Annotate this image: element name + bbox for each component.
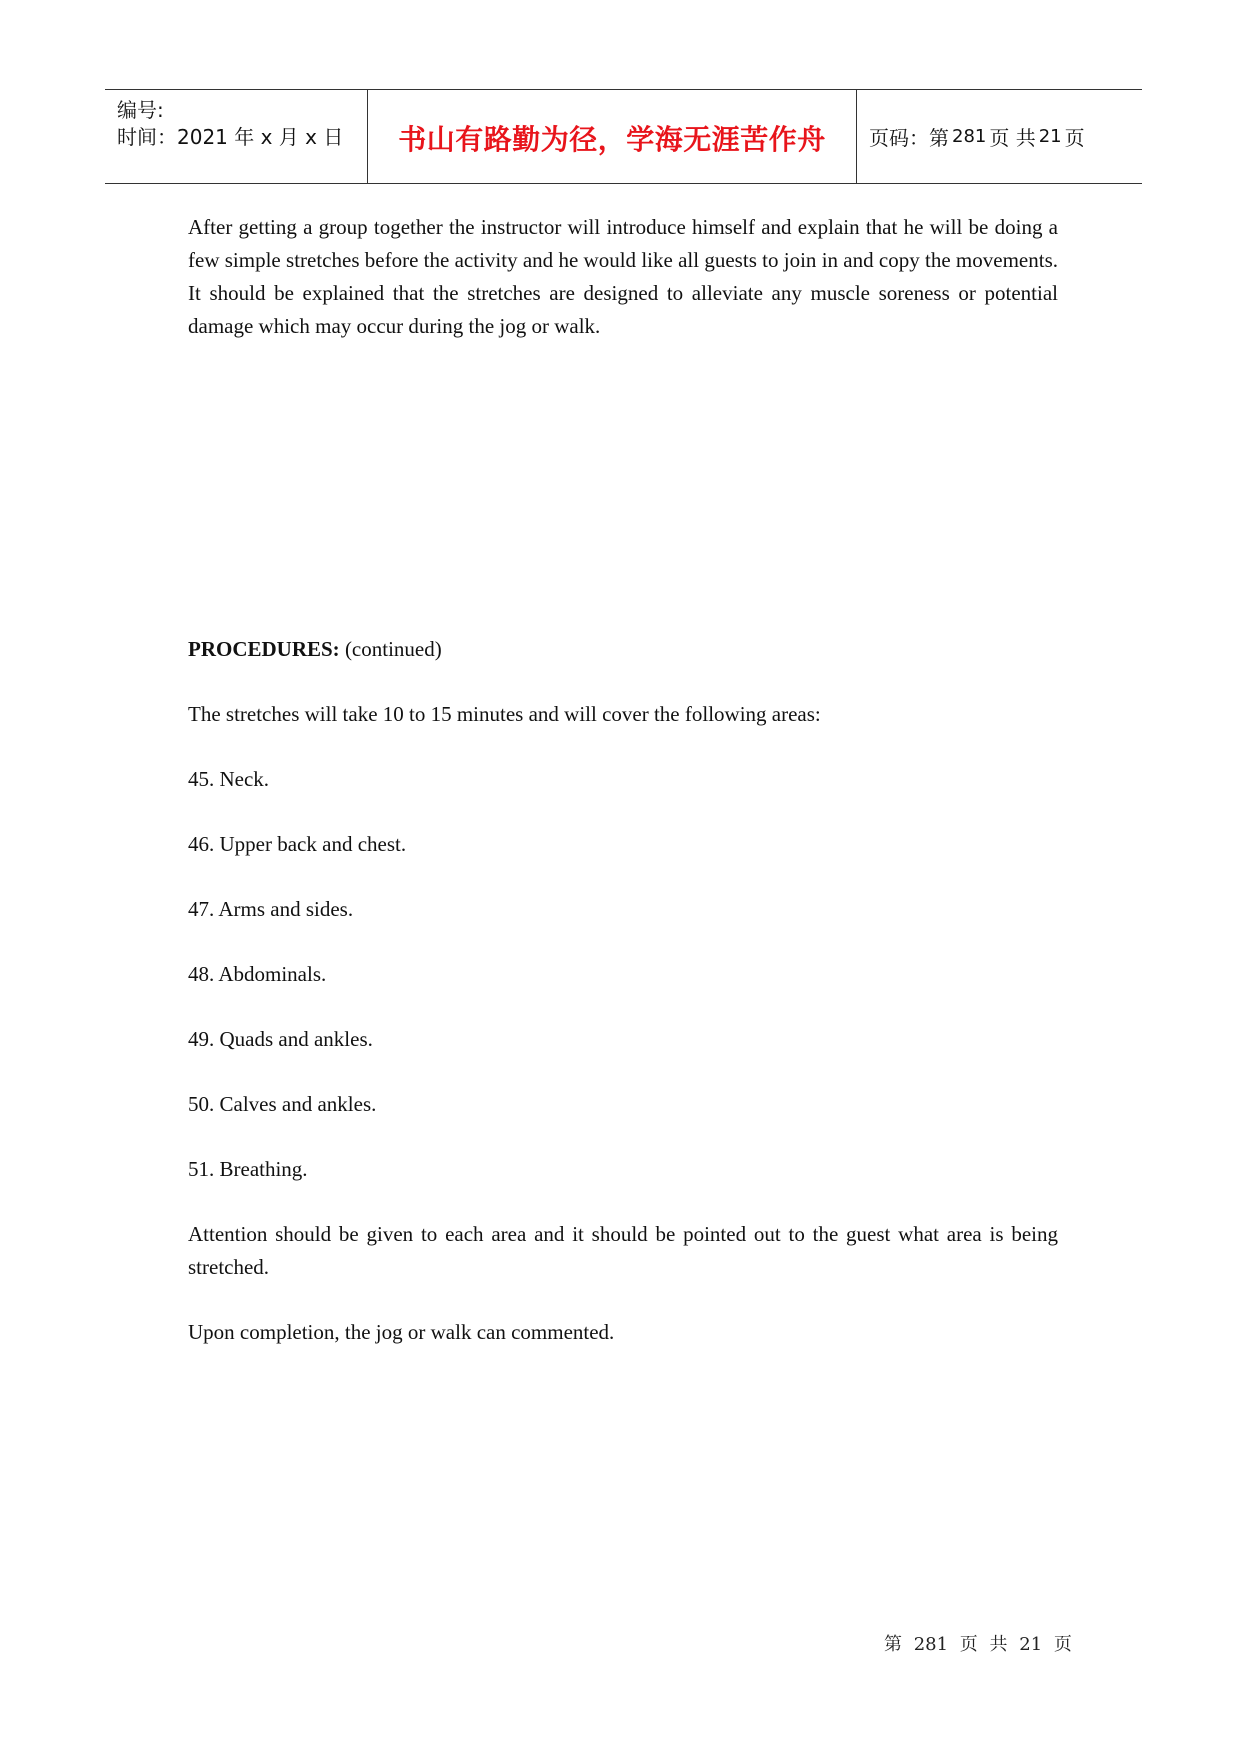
list-item: 45. Neck. [188, 767, 270, 791]
list-item: 47. Arms and sides. [188, 897, 354, 921]
header-page-info [857, 90, 1142, 183]
completion-paragraph: Upon completion, the jog or walk can commented. [188, 1320, 615, 1344]
page-header [105, 89, 1142, 184]
list-item: 49. Quads and ankles. [188, 1027, 373, 1051]
list-item: 48. Abdominals. [188, 962, 327, 986]
page-suffix: 页 [1064, 126, 1085, 150]
list-item: 46. Upper back and chest. [188, 832, 407, 856]
intro-paragraph: After getting a group together the instructor will introduce himself and explain that he will be doing a few simple stretches before the activity and he would like all guests to join in and copy the movements. It should be explained that the stretches are designed to alleviate any muscle soreness or potential damage which may occur during the jog or walk. [188, 215, 1058, 338]
page-mid: 页 共 [989, 126, 1036, 150]
procedures-heading-line [188, 633, 442, 666]
stretch-intro: The stretches will take 10 to 15 minutes and will cover the following areas: [188, 702, 821, 726]
page-prefix: 页码：第 [869, 126, 949, 150]
procedures-heading: PROCEDURES: [188, 637, 340, 661]
serial-label: 编号: [117, 98, 164, 122]
header-motto-cell [368, 90, 857, 183]
page-number: 281 [952, 126, 987, 147]
list-item: 50. Calves and ankles. [188, 1092, 377, 1116]
motto: 书山有路勤为径，学海无涯苦作舟 [398, 122, 826, 156]
page-total: 21 [1038, 126, 1062, 147]
procedures-note: (continued) [339, 637, 442, 661]
time-label: 时间：2021 年 x 月 x 日 [117, 125, 344, 149]
header-meta [105, 90, 368, 183]
page-footer: 第 281 页 共 21 页 [884, 1634, 1072, 1655]
attention-paragraph: Attention should be given to each area and it should be pointed out to the guest what area is being stretched. [188, 1222, 1058, 1279]
list-item: 51. Breathing. [188, 1157, 308, 1181]
